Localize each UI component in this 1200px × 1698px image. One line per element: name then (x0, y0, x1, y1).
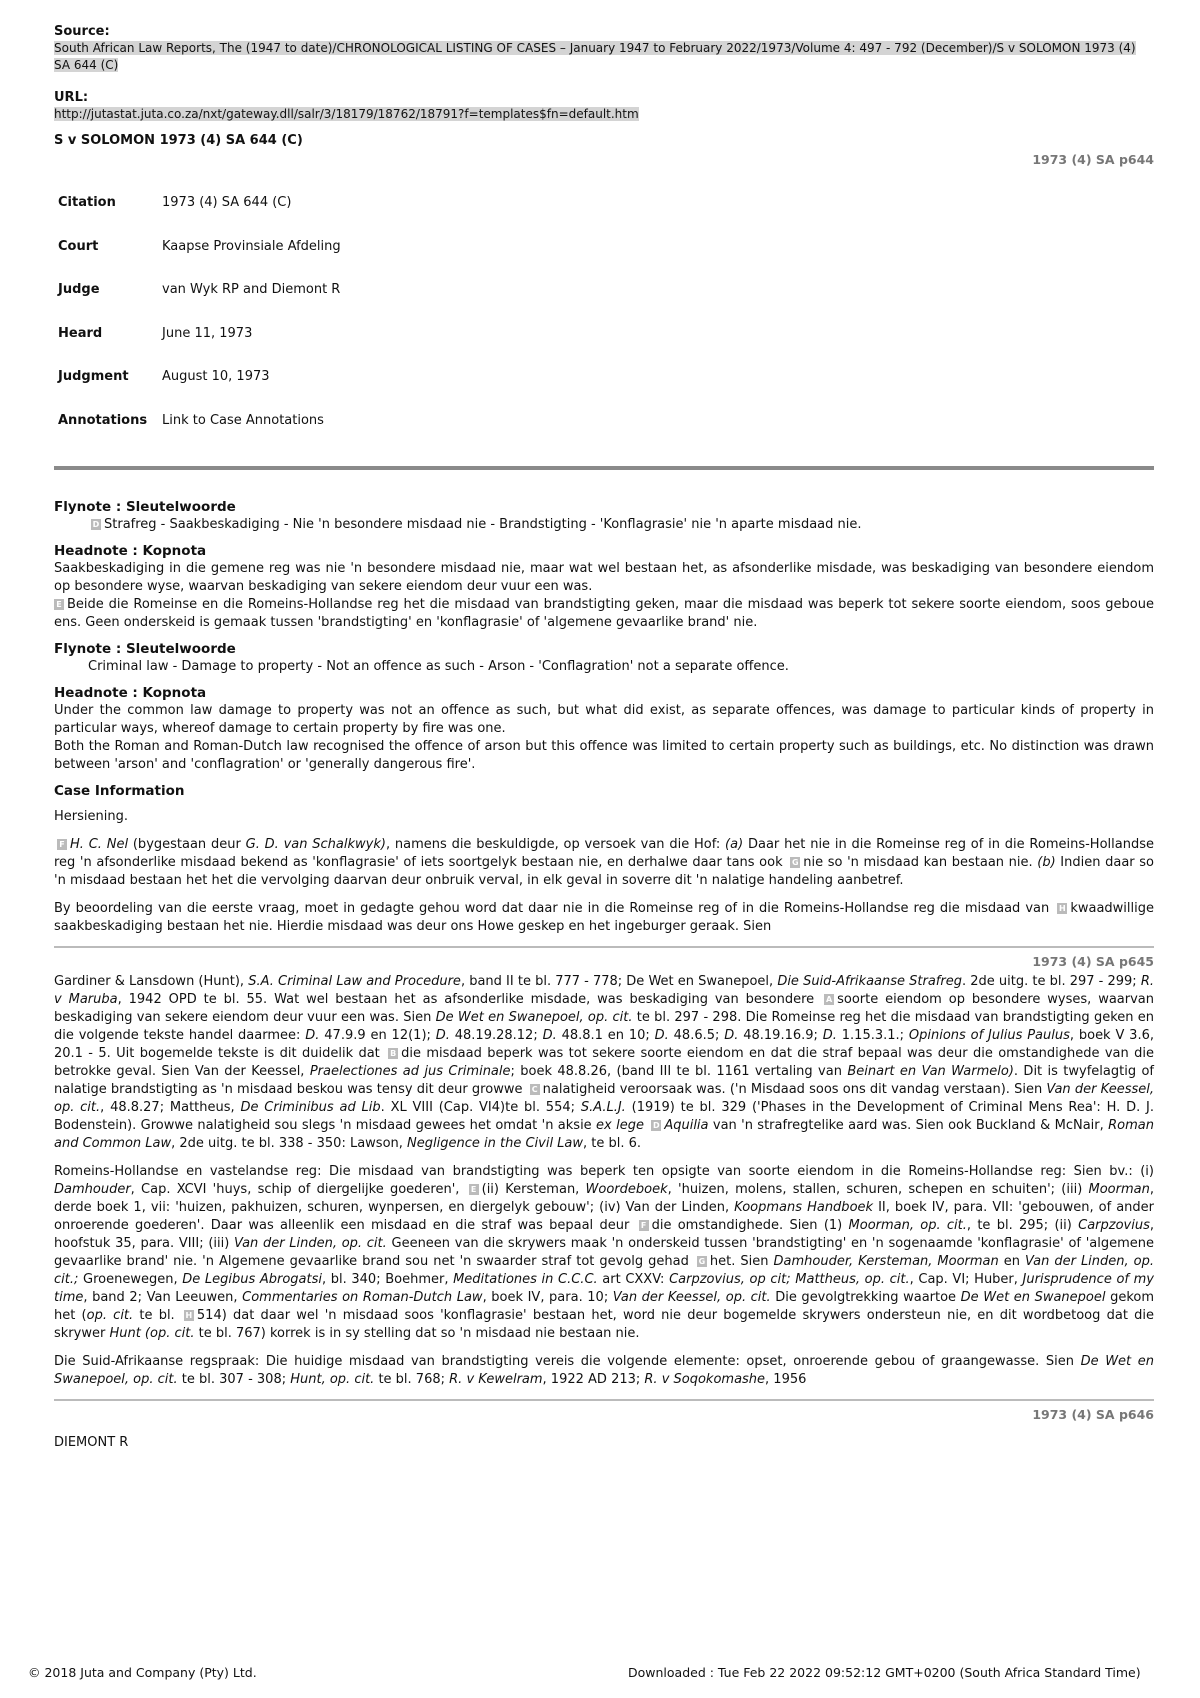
t: 48.19.16.9; (738, 1028, 823, 1043)
headnote-title: Headnote : Kopnota (54, 543, 207, 559)
t: die misdaad beperk was tot sekere soorte eiendom en dat die straf bepaal was deur die omstandighede van die betrokke geval. Sien Van der Keessel, (54, 1046, 1154, 1079)
headnote-title: Headnote : Kopnota (54, 685, 207, 701)
letter-marker: C (530, 1084, 540, 1095)
meta-key: Citation (58, 195, 116, 211)
headnote-english (54, 684, 1154, 774)
argument-para (54, 836, 1154, 890)
t: te bl. 768; (374, 1372, 450, 1387)
t: van 'n strafregtelike aard was. Sien ook Buckland & McNair, (708, 1118, 1109, 1133)
t: Koopmans Handboek (734, 1200, 874, 1215)
letter-marker: D (92, 520, 100, 529)
t: , 1942 OPD te bl. 55. Wat wel bestaan het as afsonderlike misdade, was beskadiging van besondere (117, 992, 822, 1007)
meta-value: June 11, 1973 (162, 325, 253, 341)
source-label: Source: (54, 24, 110, 39)
t: Woordeboek (585, 1182, 668, 1197)
t: gekom het ( (54, 1290, 1154, 1323)
case-meta-table (58, 181, 341, 442)
t: , Cap. XCVI 'huys, schip of diergelijke goederen', (130, 1182, 466, 1197)
meta-key: Judge (58, 282, 100, 298)
argument-para (54, 973, 1154, 1153)
t: D. (654, 1028, 669, 1043)
copyright: © 2018 Juta and Company (Pty) Ltd. (28, 1665, 257, 1680)
t: Damhouder (54, 1182, 131, 1197)
meta-row (58, 355, 341, 399)
t: 48.8.1 en 10; (556, 1028, 655, 1043)
url-label: URL: (54, 90, 89, 105)
t: 514) dat daar wel 'n misdaad soos 'konflagrasie' bestaan het, word nie deur bogemelde skrywers ondersteun nie, en dit wordbetoog dat die skrywer (54, 1308, 1154, 1341)
url-block (54, 90, 1154, 123)
t: Die gevolgtrekking waartoe (770, 1290, 961, 1305)
t: . 2de uitg. te bl. 297 - 299; (961, 974, 1141, 989)
t: te bl. 767) korrek is in sy stelling dat so 'n misdaad nie bestaan nie. (194, 1326, 640, 1341)
t: De Legibus Abrogatsi (182, 1272, 322, 1287)
t: Die Suid-Afrikaanse Strafreg (777, 974, 962, 989)
flynote-english (54, 640, 1154, 676)
t: . Dit is twyfelagtig of nalatige brandstigting as 'n misdaad beskou was tensy dit deur growwe (54, 1064, 1154, 1097)
case-information (54, 782, 1154, 936)
page-divider (54, 946, 1154, 948)
t: R. v Maruba (54, 974, 1154, 1007)
t: en (998, 1254, 1026, 1269)
t: Van der Keessel, op. cit. (54, 1082, 1154, 1115)
t: , 48.8.27; Mattheus, (100, 1100, 241, 1115)
document-page (54, 24, 1154, 1452)
letter-marker: B (390, 1049, 397, 1058)
t: nie so 'n misdaad kan bestaan nie. (803, 855, 1038, 870)
t: die omstandighede. Sien (1) (651, 1218, 849, 1233)
meta-value: 1973 (4) SA 644 (C) (162, 195, 292, 211)
t: Indien daar so 'n misdaad bestaan het het die vervolging daarvan deur onbruik verval, in elk geval in soverre dit 'n nalatige handeling aanbetref. (54, 855, 1154, 888)
meta-key: Heard (58, 325, 103, 341)
t: soorte eiendom op besondere wyses, waarvan beskadiging van sekere eiendom deur vuur een was. Sien (54, 992, 1154, 1025)
t: De Wet en Swanepoel, op. cit. (435, 1010, 633, 1025)
t: , bl. 340; Boehmer, (322, 1272, 454, 1287)
t: , Cap. VI; Huber, (909, 1272, 1023, 1287)
t: (bygestaan deur (128, 837, 246, 852)
argument-para (54, 1163, 1154, 1343)
t: , band 2; Van Leeuwen, (83, 1290, 243, 1305)
t: D. (305, 1028, 320, 1043)
meta-row (58, 399, 341, 443)
t: (ii) Kersteman, (481, 1182, 586, 1197)
page-ref: 1973 (4) SA p645 (1032, 954, 1154, 969)
t: (1919) te bl. 329 ('Phases in the Development of Criminal Mens Rea': H. D. J. Bodenstein). Growwe nalatigheid sou slegs 'n misdaad gewees het omdat 'n aksie (54, 1100, 1154, 1133)
download-timestamp: Downloaded : Tue Feb 22 2022 09:52:12 GMT+0200 (South Africa Standard Time) (628, 1665, 1141, 1680)
t: De Wet en Swanepoel, op. cit. (54, 1354, 1154, 1387)
meta-row (58, 225, 341, 269)
t: , boek V 3.6, 20.1 - 5. Uit bogemelde tekste is dit duidelik dat (54, 1028, 1154, 1061)
t: , 1922 AD 213; (542, 1372, 645, 1387)
t: Carpzovius, op cit; Mattheus, op. cit. (669, 1272, 910, 1287)
t: De Wet en Swanepoel (960, 1290, 1106, 1305)
letter-marker: E (469, 1184, 479, 1195)
argument-para (54, 1353, 1154, 1389)
t: (b) (1037, 855, 1056, 870)
t: , boek IV, para. 10; (482, 1290, 613, 1305)
case-title: S v SOLOMON 1973 (4) SA 644 (C) (54, 133, 303, 148)
t: te bl. (133, 1308, 181, 1323)
t: Geeneen van die skrywers maak 'n onderskeid tussen 'brandstigting' en 'n sogenaamde 'konflagrasie' of 'algemene gevaarlike brand' nie. 'n Algemene gevaarlike brand sou net 'n swaarder straf tot gevolg gehad (54, 1236, 1154, 1269)
headnote-para: Saakbeskadiging in die gemene reg was nie 'n besondere misdaad nie, maar wat wel bestaan het, as afsonderlike misdade, was beskadiging van besondere eiendom op besondere wyse, waarvan beskadiging van sekere eiendom deur vuur een was. (54, 561, 1154, 594)
t: Hunt (op. cit. (109, 1326, 195, 1341)
t: te bl. 307 - 308; (177, 1372, 291, 1387)
meta-value: Kaapse Provinsiale Afdeling (162, 238, 341, 254)
t: R. v Soqokomashe (644, 1372, 766, 1387)
headnote-para: Both the Roman and Roman-Dutch law recognised the offence of arson but this offence was limited to certain property such as buildings, etc. No distinction was drawn between 'arson' and 'conflagration' or 'generally dangerous fire'. (54, 739, 1154, 772)
t: Van der Keessel, op. cit. (612, 1290, 771, 1305)
t: Aquilia (664, 1118, 709, 1133)
t: R. v Kewelram (449, 1372, 543, 1387)
t: De Criminibus ad Lib (240, 1100, 381, 1115)
t: het. Sien (709, 1254, 774, 1269)
t: H. C. Nel (70, 837, 129, 852)
t: Moorman (1088, 1182, 1150, 1197)
case-info-title: Case Information (54, 783, 185, 799)
page-ref: 1973 (4) SA p646 (1032, 1407, 1154, 1422)
t: (a) (725, 837, 744, 852)
t: By beoordeling van die eerste vraag, moet in gedagte gehou word dat daar nie in die Romeinse reg of in die Romeins-Hollandse reg die misdaad van (54, 901, 1055, 916)
t: te bl. 297 - 298. Die Romeinse reg het die misdaad van brandstigting geken en die volgende tekste handel daarmee: (54, 1010, 1155, 1043)
judge-heading: DIEMONT R (54, 1435, 129, 1450)
t: kwaadwillige saakbeskadiging bestaan het nie. Hierdie misdaad was deur ons Howe geskep en het ingeburger geraak. Sien (54, 901, 1154, 934)
t: Damhouder, Kersteman, Moorman (773, 1254, 999, 1269)
t: S.A. Criminal Law and Procedure (248, 974, 461, 989)
t: Van der Linden, op. cit. (234, 1236, 387, 1251)
t: 48.6.5; (668, 1028, 725, 1043)
t: Groenewegen, (78, 1272, 183, 1287)
t: , 1956 (765, 1372, 807, 1387)
meta-key: Annotations (58, 412, 148, 428)
section-divider (54, 466, 1154, 470)
t: , band II te bl. 777 - 778; De Wet en Swanepoel, (460, 974, 778, 989)
page-divider (54, 1399, 1154, 1401)
flynote-afrikaans (54, 498, 1154, 534)
t: nalatigheid veroorsaak was. ('n Misdaad soos ons dit vandag verstaan). Sien (542, 1082, 1047, 1097)
t: art CXXV: (597, 1272, 670, 1287)
t: op. cit. (86, 1308, 134, 1323)
t: , te bl. 295; (ii) (966, 1218, 1079, 1233)
letter-marker: A (825, 995, 833, 1004)
t: . XL VIII (Cap. VI4)te bl. 554; (380, 1100, 581, 1115)
t: Romeins-Hollandse en vastelandse reg: Die misdaad van brandstigting was beperk ten opsigte van soorte eiendom in die Romeins-Hollandse reg: Sien bv.: (i) (54, 1164, 1154, 1179)
flynote-title: Flynote : Sleutelwoorde (54, 641, 236, 657)
letter-marker: F (639, 1220, 649, 1231)
meta-key: Judgment (58, 369, 129, 385)
t: Van der Linden, op. cit.; (54, 1254, 1155, 1287)
t: 48.19.28.12; (449, 1028, 543, 1043)
t: 1.15.3.1.; (836, 1028, 909, 1043)
t: , 2de uitg. te bl. 338 - 350: Lawson, (171, 1136, 408, 1151)
t: , hoofstuk 35, para. VIII; (iii) (54, 1218, 1155, 1251)
letter-marker: G (791, 858, 799, 867)
t: Opinions of Julius Paulus (908, 1028, 1070, 1043)
t: Negligence in the Civil Law (407, 1136, 584, 1151)
letter-marker: D (653, 1121, 660, 1130)
url-link[interactable]: http://jutastat.juta.co.za/nxt/gateway.dll/salr/3/18179/18762/18791?f=templates$fn=default.htm (54, 107, 639, 121)
t: Beinart en Van Warmelo) (847, 1064, 1014, 1079)
t: Die Suid-Afrikaanse regspraak: Die huidige misdaad van brandstigting vereis die volgende elemente: opset, onroerende gebou of graangewasse. Sien (54, 1354, 1081, 1369)
t: , namens die beskuldigde, op versoek van die Hof: (385, 837, 726, 852)
source-block (54, 24, 1154, 74)
letter-marker: G (698, 1257, 706, 1266)
t (644, 1118, 648, 1133)
headnote-para (54, 596, 1154, 632)
meta-key: Court (58, 238, 99, 254)
t: , te bl. 6. (583, 1136, 642, 1151)
t: II, boek IV, para. VII: 'gebouwen, of ander onroerende goederen'. Daar was alleenlik een misdaad en die straf was bepaal deur (54, 1200, 1154, 1233)
t: Hunt, op. cit. (290, 1372, 375, 1387)
headnote-para: Under the common law damage to property was not an offence as such, but what did exist, as separate offences, was damage to particular kinds of property in particular ways, whereof damage to certain property by fire was one. (54, 703, 1154, 736)
t: G. D. van Schalkwyk) (245, 837, 386, 852)
t: D. (542, 1028, 557, 1043)
letter-marker: F (57, 839, 67, 850)
hersiening: Hersiening. (54, 809, 128, 824)
flynote-text (54, 516, 1154, 534)
flynote-body: Strafreg - Saakbeskadiging - Nie 'n besondere misdaad nie - Brandstigting - 'Konflagrasie' nie 'n aparte misdaad nie. (104, 517, 862, 532)
t: Moorman, op. cit. (848, 1218, 967, 1233)
letter-marker: H (1058, 904, 1066, 913)
t: Praelectiones ad jus Criminale (309, 1064, 511, 1079)
headnote-body: Beide die Romeinse en die Romeins-Hollandse reg het die misdaad van brandstigting geken, maar die misdaad was beperk tot sekere soorte eiendom, soos geboue ens. Geen onderskeid is gemaak tussen 'brandstigting' en 'konflagrasie' of 'algemene gevaarlike brand' nie. (54, 597, 1154, 630)
t: ex lege (596, 1118, 644, 1133)
meta-value: August 10, 1973 (162, 369, 270, 385)
t: D. (724, 1028, 739, 1043)
t: Gardiner & Lansdown (Hunt), (54, 974, 249, 989)
t: Daar het nie in die Romeinse reg of in die Romeins-Hollandse reg 'n afsonderlike misdaad bekend as 'konflagrasie' of iets soortgelyk bestaan nie, en derhalwe daar tans ook (54, 837, 1154, 870)
t: D. (822, 1028, 837, 1043)
t: 47.9.9 en 12(1); (319, 1028, 436, 1043)
flynote-text: Criminal law - Damage to property - Not an offence as such - Arson - 'Conflagration' not a separate offence. (88, 659, 789, 674)
source-text: South African Law Reports, The (1947 to date)/CHRONOLOGICAL LISTING OF CASES – January 1947 to February 2022/1973/Volume 4: 497 - 792 (December)/S v SOLOMON 1973 (4) SA 644 (C) (54, 41, 1136, 72)
headnote-afrikaans (54, 542, 1154, 632)
t: ; boek 48.8.26, (band III te bl. 1161 vertaling van (510, 1064, 848, 1079)
argument-para (54, 900, 1154, 936)
meta-row (58, 268, 341, 312)
t: Commentaries on Roman-Dutch Law (242, 1290, 483, 1305)
meta-value: van Wyk RP and Diemont R (162, 282, 341, 298)
t: , derde boek 1, vii: 'huizen, pakhuizen, schuren, wynpersen, en diergelyk gebouw'; (iv) Van der Linden, (54, 1182, 1154, 1215)
meta-row (58, 181, 341, 225)
letter-marker: H (185, 1311, 193, 1320)
letter-marker: E (54, 599, 64, 610)
flynote-title: Flynote : Sleutelwoorde (54, 499, 236, 515)
annotations-link[interactable]: Link to Case Annotations (162, 412, 324, 428)
t: Meditationes in C.C.C. (453, 1272, 598, 1287)
page-footer (28, 1665, 1178, 1680)
t: D. (435, 1028, 450, 1043)
t: , 'huizen, molens, stallen, schuren, schepen en schuiten'; (iii) (667, 1182, 1089, 1197)
t: Roman and Common Law (54, 1118, 1154, 1151)
page-ref: 1973 (4) SA p644 (1032, 152, 1154, 167)
meta-row (58, 312, 341, 356)
t: Carpzovius (1078, 1218, 1150, 1233)
t: S.A.L.J. (580, 1100, 626, 1115)
t: Jurisprudence of my time (54, 1272, 1154, 1305)
